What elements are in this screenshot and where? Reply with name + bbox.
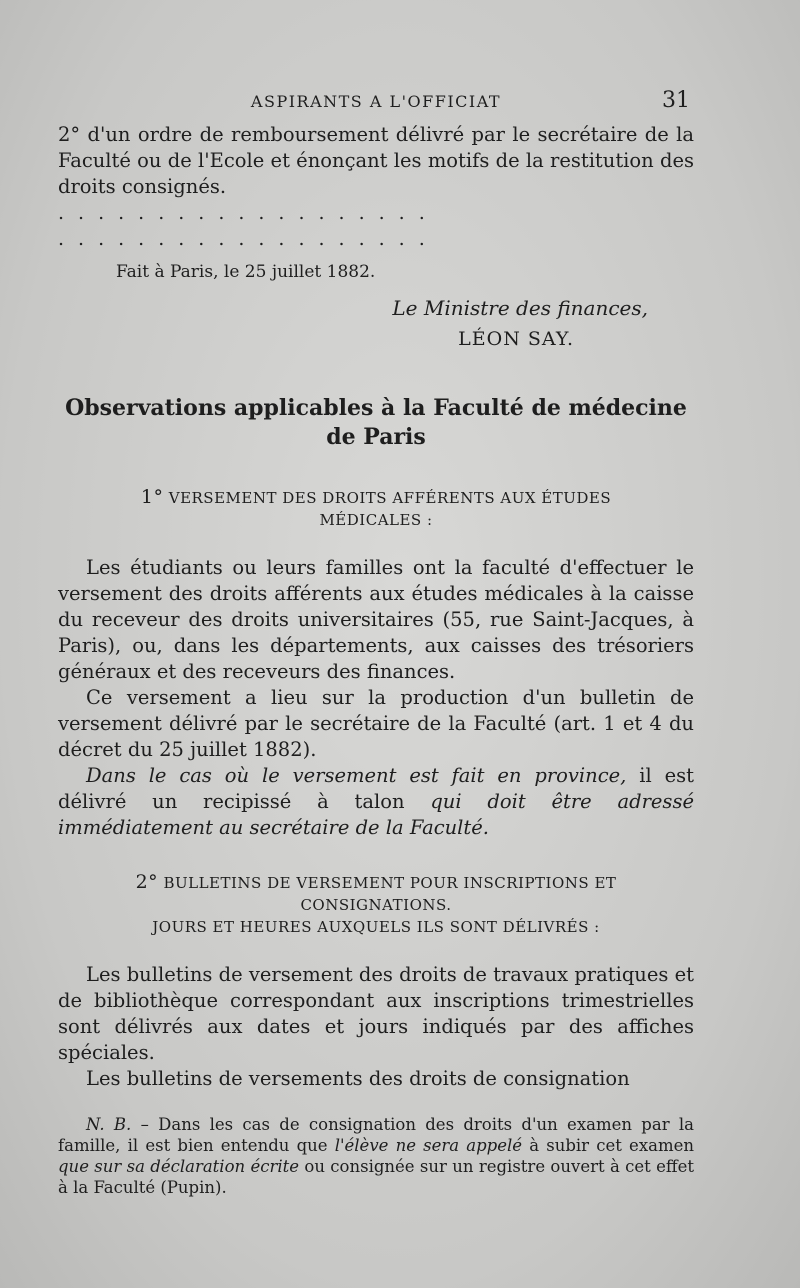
signature-title: Le Ministre des finances, (392, 296, 648, 320)
italic-text: Dans le cas où le versement est fait en province, (86, 764, 627, 787)
signature-name: LÉON SAY. (458, 328, 574, 350)
opening-paragraph: 2° d'un ordre de remboursement délivré par le secrétaire de la Faculté ou de l'Ecole et énonçant les motifs de la restitution des droits consignés. (58, 123, 694, 198)
section-title (58, 394, 694, 452)
body-paragraph: Les étudiants ou leurs familles ont la faculté d'effectuer le versement des droits afférents aux études médicales à la caisse du receveur des droits universitaires (55, rue Saint-Jacques, à Paris), ou, dans les départements, aux caisses des trésoriers généraux et des receveurs des finances. (58, 556, 694, 683)
italic-text: l'élève ne sera appelé (334, 1136, 523, 1155)
subsection-heading-line: JOURS ET HEURES AUXQUELS ILS SONT DÉLIVRÉS : (152, 918, 600, 936)
subsection-heading-line: MÉDICALES : (319, 511, 433, 529)
section-title-line: de Paris (326, 424, 426, 450)
note-label: N. B. (86, 1115, 132, 1134)
ellipsis-line: ................... (58, 228, 439, 250)
subsection-heading-line (58, 871, 694, 916)
plain-text: à subir cet examen (522, 1136, 695, 1155)
italic-text: qui doit être adressé immédiatement au secrétaire de la Faculté. (58, 790, 694, 839)
subsection-number: 1° (140, 486, 164, 508)
subsection-1-body (58, 555, 694, 841)
page-content (58, 88, 694, 1198)
body-paragraph (58, 763, 694, 841)
subsection-heading-2 (58, 871, 694, 938)
date-line: Fait à Paris, le 25 juillet 1882. (116, 262, 376, 282)
plain-text: il est délivré un recipissé à talon (58, 764, 694, 813)
body-paragraph: Les bulletins de versements des droits de consignation (86, 1067, 630, 1090)
plain-text: – Dans les cas de consignation des droits d'un examen par la famille, il est bien entendu que (58, 1115, 694, 1155)
footnote (58, 1114, 694, 1198)
body-paragraph: Les bulletins de versement des droits de travaux pratiques et de bibliothèque correspondant aux inscriptions trimestrielles sont délivrés aux dates et jours indiqués par des affiches spéciales. (58, 963, 694, 1064)
running-head (58, 88, 694, 122)
subsection-heading-line (58, 486, 694, 509)
running-title: ASPIRANTS A L'OFFICIAT (250, 92, 502, 111)
section-title-line: Observations applicables à la Faculté de médecine (65, 395, 687, 421)
subsection-number: 2° (135, 871, 159, 893)
subsection-heading-text: BULLETINS DE VERSEMENT POUR INSCRIPTIONS ET CONSIGNATIONS. (163, 874, 617, 914)
italic-text: que sur sa déclaration écrite (58, 1157, 300, 1176)
body-paragraph: Ce versement a lieu sur la production d'un bulletin de versement délivré par le secrétaire de la Faculté (art. 1 et 4 du décret du 25 juillet 1882). (58, 686, 694, 761)
subsection-heading-text: VERSEMENT DES DROITS AFFÉRENTS AUX ÉTUDES (168, 489, 612, 507)
page-number: 31 (662, 88, 690, 113)
subsection-2-body (58, 962, 694, 1092)
subsection-heading-1 (58, 486, 694, 531)
ellipsis-line: ................... (58, 202, 439, 224)
plain-text: ou consignée sur un registre ouvert à cet effet à la Faculté (Pupin). (58, 1157, 694, 1197)
